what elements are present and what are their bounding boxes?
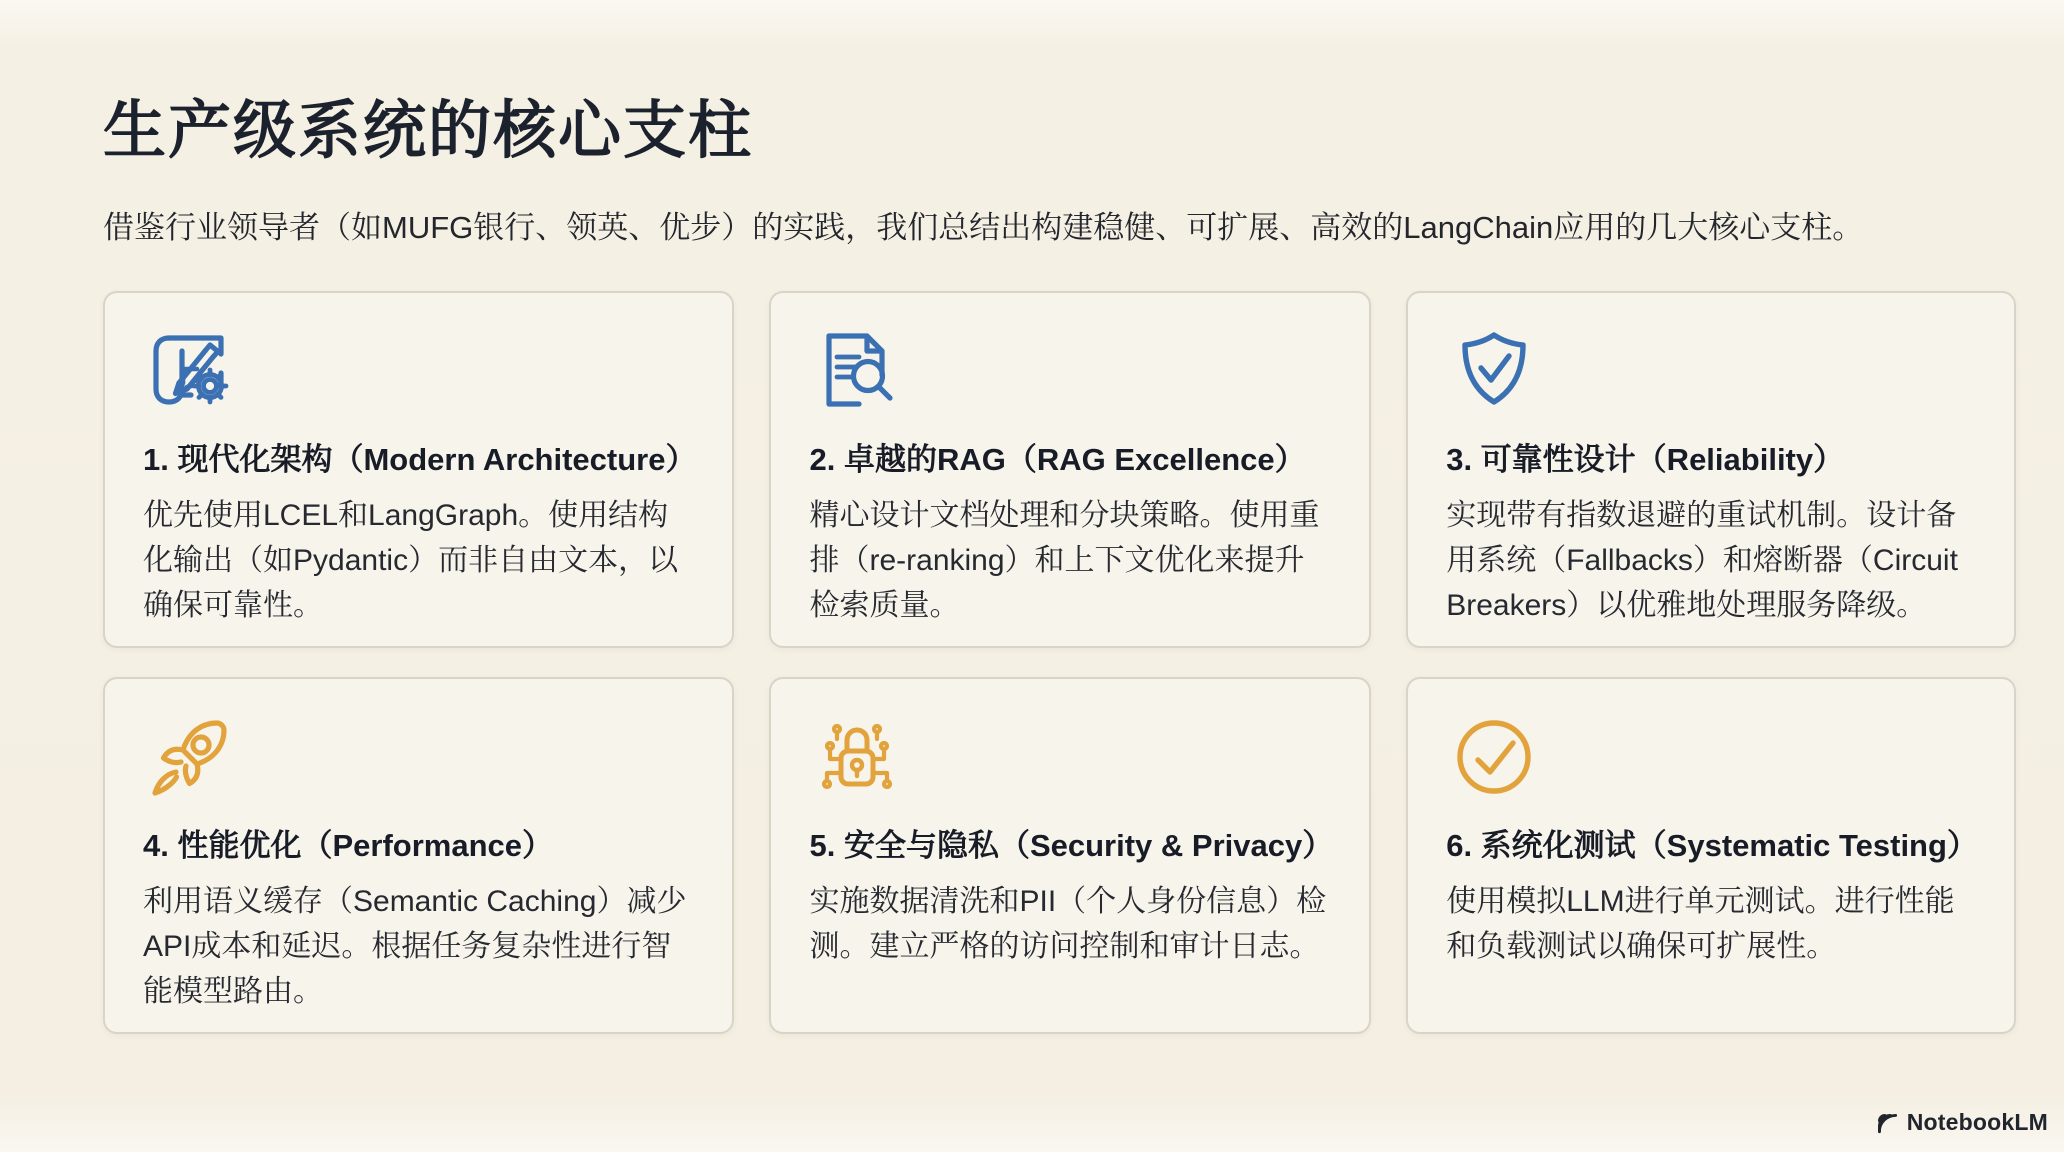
notebooklm-label: NotebookLM [1906, 1109, 2048, 1135]
card-systematic-testing [1406, 677, 2016, 1034]
card-heading: 4. 性能优化（Performance） [143, 828, 553, 864]
card-body: 优先使用LCEL和LangGraph。使用结构化输出（如Pydantic）而非自由文本，以确保可靠性。 [143, 499, 679, 622]
notebooklm-watermark [1874, 1109, 2048, 1136]
circuit-lock-icon [809, 709, 905, 805]
card-heading: 6. 系统化测试（Systematic Testing） [1446, 828, 1978, 864]
card-body: 精心设计文档处理和分块策略。使用重排（re-ranking）和上下文优化来提升检索质量。 [809, 499, 1320, 622]
page-subtitle: 借鉴行业领导者（如MUFG银行、领英、优步）的实践，我们总结出构建稳健、可扩展、高效的LangChain应用的几大核心支柱。 [103, 210, 1864, 246]
card-body: 利用语义缓存（Semantic Caching）减少API成本和延迟。根据任务复杂性进行智能模型路由。 [143, 885, 687, 1008]
card-modern-architecture [103, 291, 734, 648]
card-body: 实现带有指数退避的重试机制。设计备用系统（Fallbacks）和熔断器（Circuit Breakers）以优雅地处理服务降级。 [1446, 499, 1958, 622]
blueprint-pencil-gear-icon [143, 323, 239, 419]
card-security-privacy [769, 677, 1371, 1034]
pillar-cards-grid [103, 291, 1978, 1034]
card-rag-excellence [769, 291, 1371, 648]
card-body: 使用模拟LLM进行单元测试。进行性能和负载测试以确保可扩展性。 [1446, 885, 1955, 963]
card-heading: 5. 安全与隐私（Security & Privacy） [809, 828, 1334, 864]
shield-check-icon [1446, 323, 1542, 419]
card-heading: 3. 可靠性设计（Reliability） [1446, 442, 1845, 478]
card-heading: 1. 现代化架构（Modern Architecture） [143, 442, 697, 478]
card-heading: 2. 卓越的RAG（RAG Excellence） [809, 442, 1306, 478]
document-magnifier-icon [809, 323, 905, 419]
notebooklm-logo-icon [1874, 1110, 1900, 1136]
card-body: 实施数据清洗和PII（个人身份信息）检测。建立严格的访问控制和审计日志。 [809, 885, 1327, 963]
card-reliability [1406, 291, 2016, 648]
rocket-icon [143, 709, 239, 805]
circle-check-icon [1446, 709, 1542, 805]
page-title: 生产级系统的核心支柱 [103, 96, 753, 166]
card-performance [103, 677, 734, 1034]
